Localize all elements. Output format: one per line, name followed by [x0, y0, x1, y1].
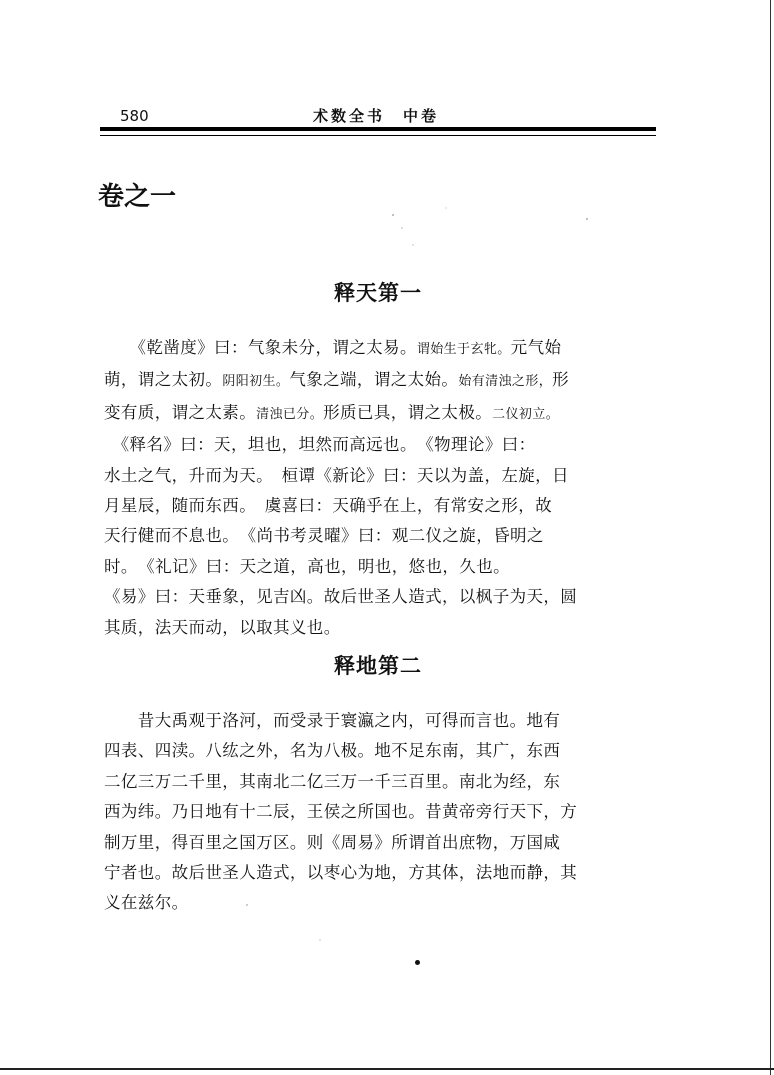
text-line: 四表、四渎。八纮之外，名为八极。地不足东南，其广，东西 — [104, 741, 561, 761]
speck — [246, 904, 247, 905]
text-line: 制万里，得百里之国万区。则《周易》所谓首出庶物，万国咸 — [104, 832, 561, 852]
speck — [586, 218, 588, 220]
annotation-note: 二仪初立。 — [492, 406, 560, 422]
text-line: 其质，法天而动，以取其义也。 — [104, 617, 341, 637]
text-line: 义在兹尔。 — [104, 893, 189, 913]
speck — [319, 939, 320, 940]
text-line: 《乾凿度》曰：气象未分，谓之太易。谓始生于玄牝。元气始 — [104, 338, 562, 357]
text-line: 宁者也。故后世圣人造式，以枣心为地，方其体，法地而静，其 — [104, 863, 578, 883]
annotation-note: 始有清浊之形， — [458, 374, 553, 390]
annotation-note: 谓始生于玄牝。 — [416, 342, 511, 357]
speck — [446, 208, 447, 209]
section-title-heaven: 释天第一 — [334, 281, 422, 305]
text-line: 变有质，谓之太素。清浊已分。形质已具，谓之太极。二仪初立。 — [104, 402, 560, 422]
speck — [401, 227, 402, 228]
annotation-note: 清浊已分。 — [256, 406, 324, 422]
text-line: 萌，谓之太初。阴阳初生。气象之端，谓之太始。始有清浊之形，形 — [104, 370, 570, 390]
annotation-note: 阴阳初生。 — [222, 374, 290, 390]
speck — [392, 214, 394, 216]
running-title: 术数全书 中卷 — [313, 107, 440, 125]
text-line: 《易》曰：天垂象，见吉凶。故后世圣人造式，以枫子为天，圆 — [104, 587, 578, 607]
text-line: 西为纬。乃日地有十二辰，王侯之所国也。昔黄帝旁行天下，方 — [104, 802, 578, 822]
text-line: 昔大禹观于洛河，而受录于寰瀛之内，可得而言也。地有 — [104, 711, 561, 730]
text-line: 月星辰，随而东西。 虞喜曰：天确乎在上，有常安之形，故 — [104, 496, 553, 516]
scan-bottom-edge — [0, 1068, 774, 1070]
text-line: 水土之气，升而为天。 桓谭《新论》曰：天以为盖，左旋，日 — [104, 465, 569, 485]
text-line: 时。 《礼记》曰：天之道，高也，明也，悠也，久也。 — [104, 556, 510, 576]
speck — [412, 244, 413, 245]
text-line: 二亿三万二千里，其南北二亿三万一千三百里。南北为经，东 — [104, 771, 561, 791]
text-line: 《释名》曰：天，坦也，坦然而高远也。 《物理论》曰： — [104, 435, 536, 455]
text-line: 天行健而不息也。 《尚书考灵曜》曰：观二仪之旋，昏明之 — [104, 526, 544, 546]
chapter-title: 卷之一 — [98, 182, 177, 212]
section-title-earth: 释地第二 — [334, 654, 422, 678]
page-number: 580 — [120, 107, 149, 125]
